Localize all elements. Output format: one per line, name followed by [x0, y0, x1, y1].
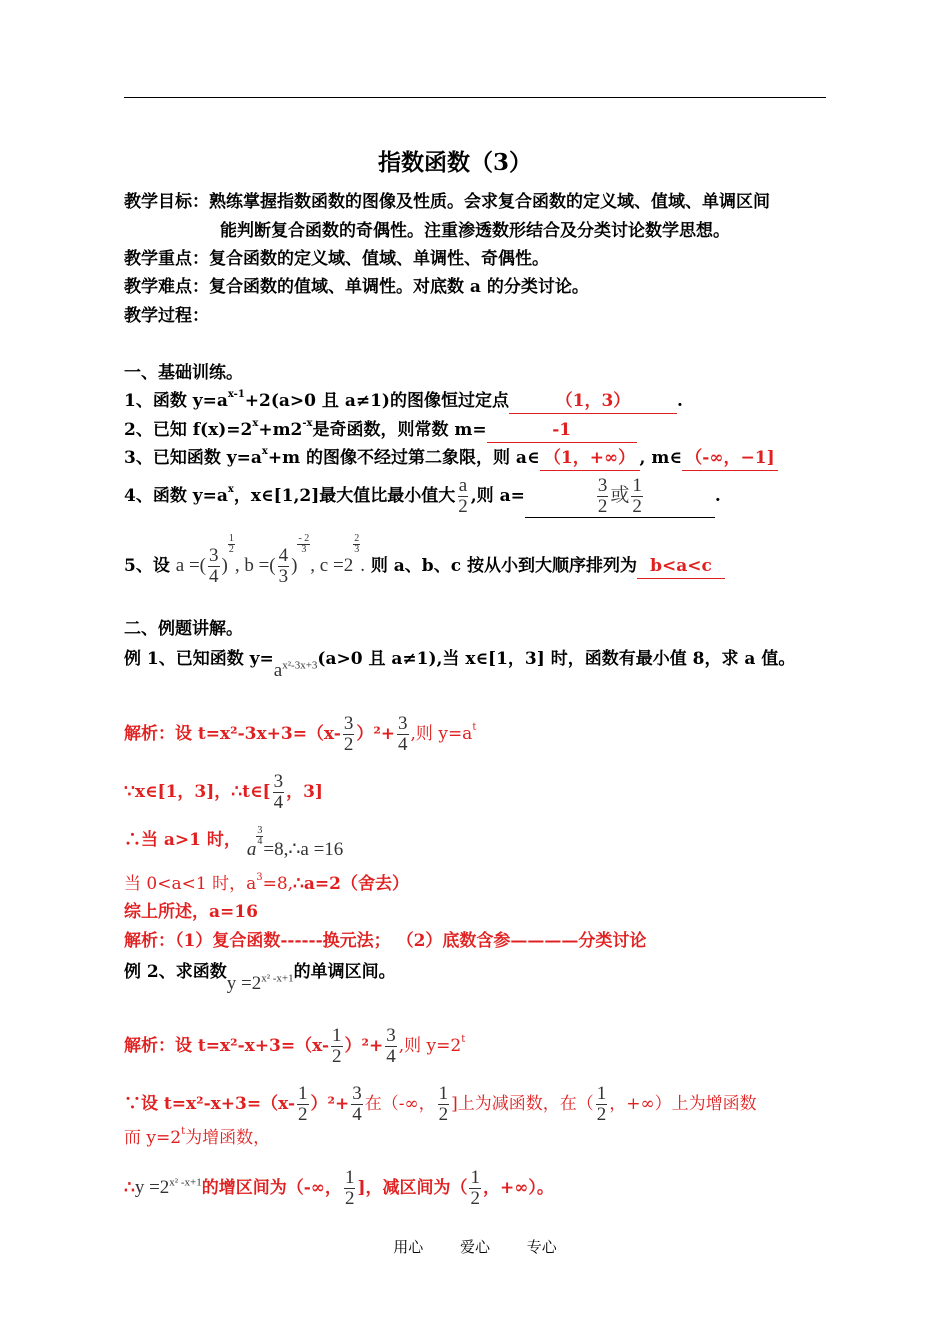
section1-heading: 一、基础训练。: [124, 363, 243, 383]
answer-2: -1: [487, 418, 637, 443]
example-1: 例 1、已知函数 $y=a^{x^2-3x+3}(a>0$ 且 a≠1),当 x∈[1，3] 时，函数有最小值 8，求 a 值。: [124, 649, 796, 681]
top-rule: [124, 97, 826, 98]
answer-4: $\frac{3}{2}$ 或 $\frac{1}{2}$: [525, 476, 715, 518]
footer-item: 专心: [526, 1238, 557, 1256]
footer-item: 用心: [393, 1238, 424, 1256]
solution-2-line-4: ∴y $=2^{x^2 -x+1}$的增区间为（-∞， $\frac{1}{2}$ ]，减区间为（ $\frac{1}{2}$ ，+∞）。: [124, 1167, 554, 1209]
solution-1-line-4: 当 0<a<1 时，$a^3=8,\therefore a=2$（舍去）: [124, 872, 409, 894]
goal-line-1: 教学目标：熟练掌握指数函数的图像及性质。会求复合函数的定义域、值域、单调区间: [124, 192, 770, 212]
question-3: 3、已知函数 $y=a^x+m$ 的图像不经过第二象限，则 a∈ （1，+∞） , m∈ （-∞，−1]: [124, 446, 778, 473]
answer-3a: （1，+∞）: [540, 446, 640, 471]
key-points: 教学重点：复合函数的定义域、值域、单调性、奇偶性。: [124, 249, 549, 269]
process-label: 教学过程：: [124, 306, 209, 326]
question-1: 1、函数 $y=a^{x-1}+2(a>0$ 且 a≠1)的图像恒过定点 （1，3） .: [124, 389, 683, 416]
footer: [0, 1236, 950, 1257]
solution-1-line-2: ∵x∈[1，3]，∴t∈[ $\frac{3}{4}$ ，3]: [124, 771, 323, 813]
goal-line-2: 能判断复合函数的奇偶性。注重渗透数形结合及分类讨论数学思想。: [220, 221, 730, 241]
solution-1-conclusion: 综上所述，a=16: [124, 902, 258, 922]
solution-1-line-1: 解析：设 t=x²-3x+3=（x- $\frac{3}{2}$ ）²+ $\frac{3}{4}$ ,则 $y=a^t$: [124, 713, 477, 755]
solution-2-line-1: 解析：设 t=x²-x+3=（x- $\frac{1}{2}$ ）²+ $\frac{3}{4}$ ,则 $y=2^t$: [124, 1025, 466, 1067]
fraction-a-over-2: $\frac{a}{2}$: [458, 475, 468, 517]
solution-2-line-2: ∵设 t=x²-x+3=（x- $\frac{1}{2}$ ）²+ $\frac{3}{4}$ 在（-∞， $\frac{1}{2}$ ]上为减函数，在（ $\frac{1}{2}$ ，+∞）上为增函数: [124, 1083, 757, 1125]
abc-expression: a =( $\frac{3}{4}$ ) $\frac{1}{2}$ , b =( $\frac{4}{3}$ ) $\frac{- 2}{3}$ , c =2 $\frac{2}{3}$ .: [175, 533, 365, 587]
question-2: 2、已知 $f(x)=2^x+m2^{-x}$是奇函数，则常数 m= -1: [124, 418, 637, 445]
example-2: 例 2、求函数$y =2^{x^2 -x+1}$的单调区间。: [124, 962, 396, 994]
solution-2-line-3: 而 $y=2^t$为增函数，: [124, 1126, 271, 1148]
question-4: 4、函数 $y=a^x$，x∈[1,2]最大值比最小值大 $\frac{a}{2}$ ,则 a= $\frac{3}{2}$ 或 $\frac{1}{2}$ .: [124, 475, 721, 517]
question-5: 5、设 a =( $\frac{3}{4}$ ) $\frac{1}{2}$ , b =( $\frac{4}{3}$ ) $\frac{- 2}{3}$ , c =2 $\frac{2}{3}$ . 则 a、b、c 按从小到大顺序排列为 b<a<c: [124, 546, 725, 587]
difficulties: 教学难点：复合函数的值域、单调性。对底数 a 的分类讨论。: [124, 277, 589, 297]
answer-3b: （-∞，−1]: [682, 446, 778, 471]
solution-1-summary: 解析：（1）复合函数------换元法； （2）底数含参————分类讨论: [124, 931, 647, 951]
section2-heading: 二、例题讲解。: [124, 619, 243, 639]
solution-1-line-3: ∴当 a>1 时， a $\frac{3}{4}$ =8,∴a =16: [124, 825, 344, 860]
page-title: 指数函数（3）: [377, 149, 532, 176]
answer-1: （1，3）: [509, 389, 677, 414]
answer-5: b<a<c: [637, 554, 725, 579]
footer-item: 爱心: [459, 1238, 490, 1256]
